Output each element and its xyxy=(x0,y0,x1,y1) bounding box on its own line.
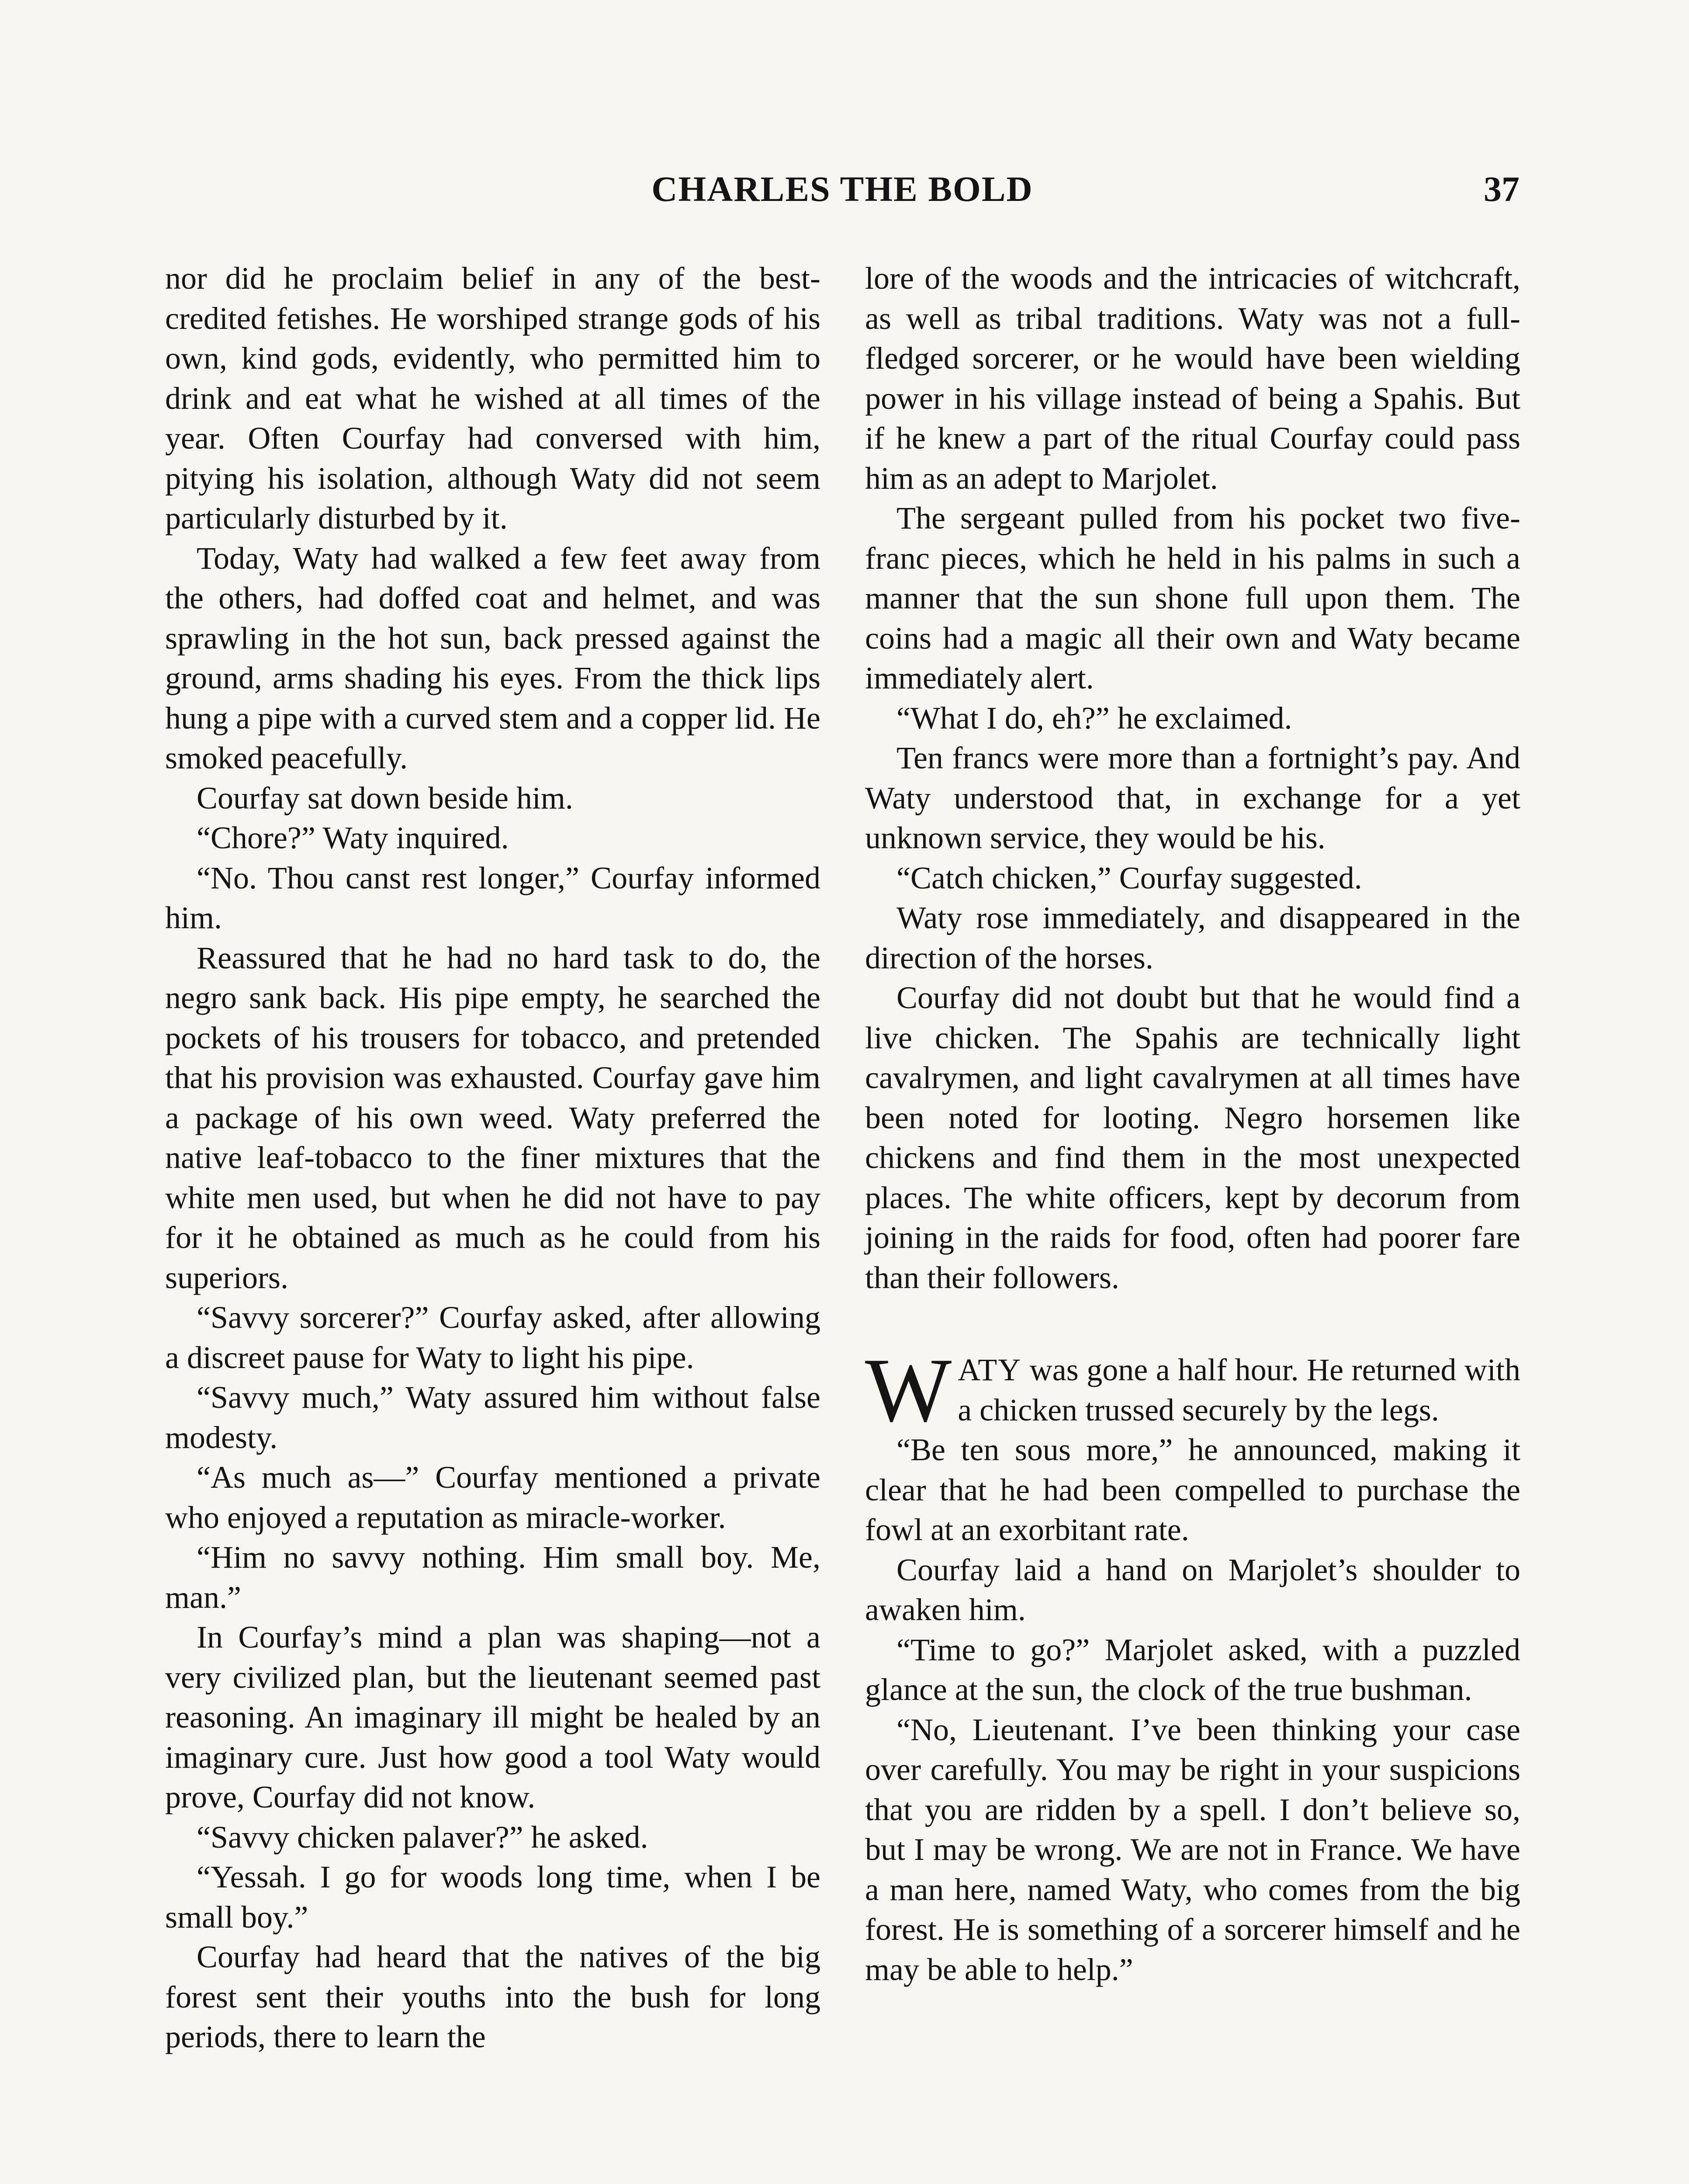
paragraph: Courfay laid a hand on Marjolet’s shoulder to awaken him. xyxy=(865,1552,1520,1627)
paragraph: The sergeant pulled from his pocket two five-franc pieces, which he held in his palms in such a manner that the sun shone full upon them. The coins had a magic all their own and Waty became immediately alert. xyxy=(865,501,1520,695)
paragraph: nor did he proclaim belief in any of the best-credited fetishes. He worshiped strange gods of his own, kind gods, evidently, who permitted him to drink and eat what he wished at all times of the year. Often Courfay had conversed with him, pitying his isolation, although Waty did not seem particularly disturbed by it. xyxy=(165,261,820,536)
paragraph: Today, Waty had walked a few feet away from the others, had doffed coat and helmet, and was sprawling in the hot sun, back pressed against the ground, arms shading his eyes. From the thick lips hung a pipe with a curved stem and a copper lid. He smoked peacefully. xyxy=(165,540,820,775)
paragraph: “No, Lieutenant. I’ve been thinking your case over carefully. You may be right in your suspicions that you are ridden by a spell. I don’t believe so, but I may be wrong. We are not in France. We have a man here, named Waty, who comes from the big forest. He is something of a sorcerer himself and he may be able to help.” xyxy=(865,1712,1520,1987)
paragraph: In Courfay’s mind a plan was shaping—not a very civilized plan, but the lieutenant seemed past reasoning. An imaginary ill might be healed by an imaginary cure. Just how good a tool Waty would prove, Courfay did not know. xyxy=(165,1620,820,1814)
paragraph: “Catch chicken,” Courfay suggested. xyxy=(896,860,1362,895)
section-opening-text: was gone a half hour. He returned with a chicken trussed securely by the legs. xyxy=(958,1352,1520,1427)
paragraph: “Chore?” Waty inquired. xyxy=(197,820,509,855)
paragraph: Reassured that he had no hard task to do, the negro sank back. His pipe empty, he searched the pockets of his trousers for tobacco, and pretended that his provision was exhausted. Courfay gave him a package of his own weed. Waty preferred the native leaf-tobacco to the finer mixtures that the white men used, but when he did not have to pay for it he obtained as much as he could from his superiors. xyxy=(165,940,820,1295)
small-caps-lead: ATY xyxy=(958,1352,1022,1387)
drop-cap: W xyxy=(865,1340,952,1441)
paragraph: “No. Thou canst rest longer,” Courfay informed him. xyxy=(165,860,820,935)
paragraph: “Him no savvy nothing. Him small boy. Me, man.” xyxy=(165,1540,820,1615)
page-header xyxy=(165,165,1519,213)
paragraph: lore of the woods and the intricacies of witchcraft, as well as tribal traditions. Waty was not a full-fledged sorcerer, or he would have been wielding power in his village instead of being a Spahis. But if he knew a part of the ritual Courfay could pass him as an adept to Marjolet. xyxy=(865,261,1520,496)
paragraph: “Savvy much,” Waty assured him without false modesty. xyxy=(165,1380,820,1455)
paragraph: Courfay sat down beside him. xyxy=(197,780,573,816)
paragraph: Courfay had heard that the natives of the big forest sent their youths into the bush for long periods, there to learn the xyxy=(165,1939,820,2054)
paragraph: “What I do, eh?” he exclaimed. xyxy=(896,700,1292,736)
paragraph: “Yessah. I go for woods long time, when I be small boy.” xyxy=(165,1859,820,1935)
paragraph: Courfay did not doubt but that he would find a live chicken. The Spahis are technically light cavalrymen, and light cavalrymen at all times have been noted for looting. Negro horsemen like chickens and find them in the most unexpected places. The white officers, kept by decorum from joining in the raids for food, often had poorer fare than their followers. xyxy=(865,980,1520,1295)
paragraph: “Be ten sous more,” he announced, making it clear that he had been compelled to purchase the fowl at an exorbitant rate. xyxy=(865,1432,1520,1547)
paragraph: “Savvy chicken palaver?” he asked. xyxy=(197,1819,648,1855)
paragraph: Waty rose immediately, and disappeared in the direction of the horses. xyxy=(865,900,1520,975)
left-column xyxy=(165,259,820,2057)
paragraph: “Savvy sorcerer?” Courfay asked, after allowing a discreet pause for Waty to light his pipe. xyxy=(165,1300,820,1375)
right-column xyxy=(865,259,1520,1990)
paragraph: “As much as—” Courfay mentioned a private who enjoyed a reputation as miracle-worker. xyxy=(165,1460,820,1535)
paragraph: Ten francs were more than a fortnight’s pay. And Waty understood that, in exchange for a yet unknown service, they would be his. xyxy=(865,740,1520,855)
section-opening-paragraph xyxy=(865,1340,1520,1441)
running-title: CHARLES THE BOLD xyxy=(651,169,1033,209)
paragraph: “Time to go?” Marjolet asked, with a puzzled glance at the sun, the clock of the true bushman. xyxy=(865,1632,1520,1707)
page-number: 37 xyxy=(1484,169,1519,209)
